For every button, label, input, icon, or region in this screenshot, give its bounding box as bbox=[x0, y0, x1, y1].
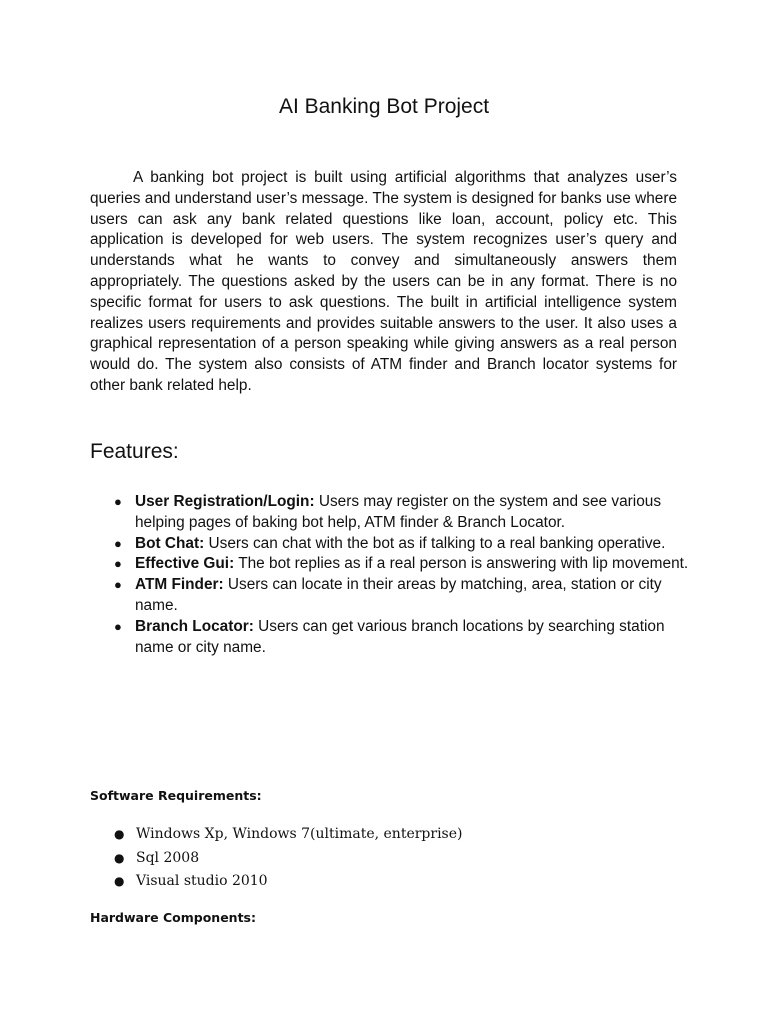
software-requirements-heading: Software Requirements: bbox=[90, 788, 262, 803]
software-item: Windows Xp, Windows 7(ultimate, enterprise) bbox=[136, 826, 463, 842]
bullet-icon: ● bbox=[114, 618, 122, 634]
list-item bbox=[90, 823, 650, 847]
intro-paragraph: A banking bot project is built using artificial algorithms that analyzes user’s queries and understand user’s message. The system is designed for banks use where users can ask any bank related questions like loan, account, policy etc. This application is developed for web users. The system recognizes user’s query and understands what he wants to convey and simultaneously answers them appropriately. The questions asked by the users can be in any format. There is no specific format for users to ask questions. The built in artificial intelligence system realizes users requirements and provides suitable answers to the user. It also uses a graphical representation of a person speaking while giving answers as a real person would do. The system also consists of ATM finder and Branch locator systems for other bank related help. bbox=[90, 169, 677, 394]
bullet-icon: ● bbox=[114, 874, 125, 888]
list-item bbox=[90, 847, 650, 871]
bullet-icon: ● bbox=[114, 535, 122, 551]
bullet-icon: ● bbox=[114, 827, 125, 841]
document-title: AI Banking Bot Project bbox=[278, 95, 490, 118]
list-item bbox=[90, 617, 690, 659]
software-list bbox=[90, 823, 650, 894]
bullet-icon: ● bbox=[114, 494, 122, 509]
list-item bbox=[90, 554, 690, 575]
features-heading: Features: bbox=[90, 440, 179, 463]
list-item bbox=[90, 870, 650, 894]
feature-text: The bot replies as if a real person is answering with lip movement. bbox=[234, 555, 689, 573]
bullet-icon: ● bbox=[114, 577, 122, 593]
software-item: Visual studio 2010 bbox=[136, 873, 268, 889]
list-item bbox=[90, 575, 690, 617]
list-item bbox=[90, 534, 690, 555]
feature-label: Bot Chat: bbox=[135, 534, 205, 552]
feature-label: ATM Finder: bbox=[135, 576, 224, 594]
feature-label: User Registration/Login: bbox=[135, 493, 315, 510]
feature-text: Users can locate in their areas by matching, area, station or city name. bbox=[135, 576, 662, 614]
software-item: Sql 2008 bbox=[136, 849, 200, 866]
list-item bbox=[90, 492, 690, 534]
feature-label: Effective Gui: bbox=[135, 555, 235, 573]
feature-label: Branch Locator: bbox=[135, 617, 254, 635]
feature-text: Users can chat with the bot as if talking to a real banking operative. bbox=[204, 534, 666, 552]
bullet-icon: ● bbox=[114, 850, 125, 865]
hardware-components-heading: Hardware Components: bbox=[90, 910, 256, 925]
features-list bbox=[90, 492, 690, 658]
feature-text: Users can get various branch locations by searching station name or city name. bbox=[135, 617, 665, 656]
bullet-icon: ● bbox=[114, 556, 122, 572]
feature-text: Users may register on the system and see various helping pages of baking bot help, ATM finder & Branch Locator. bbox=[135, 493, 662, 531]
